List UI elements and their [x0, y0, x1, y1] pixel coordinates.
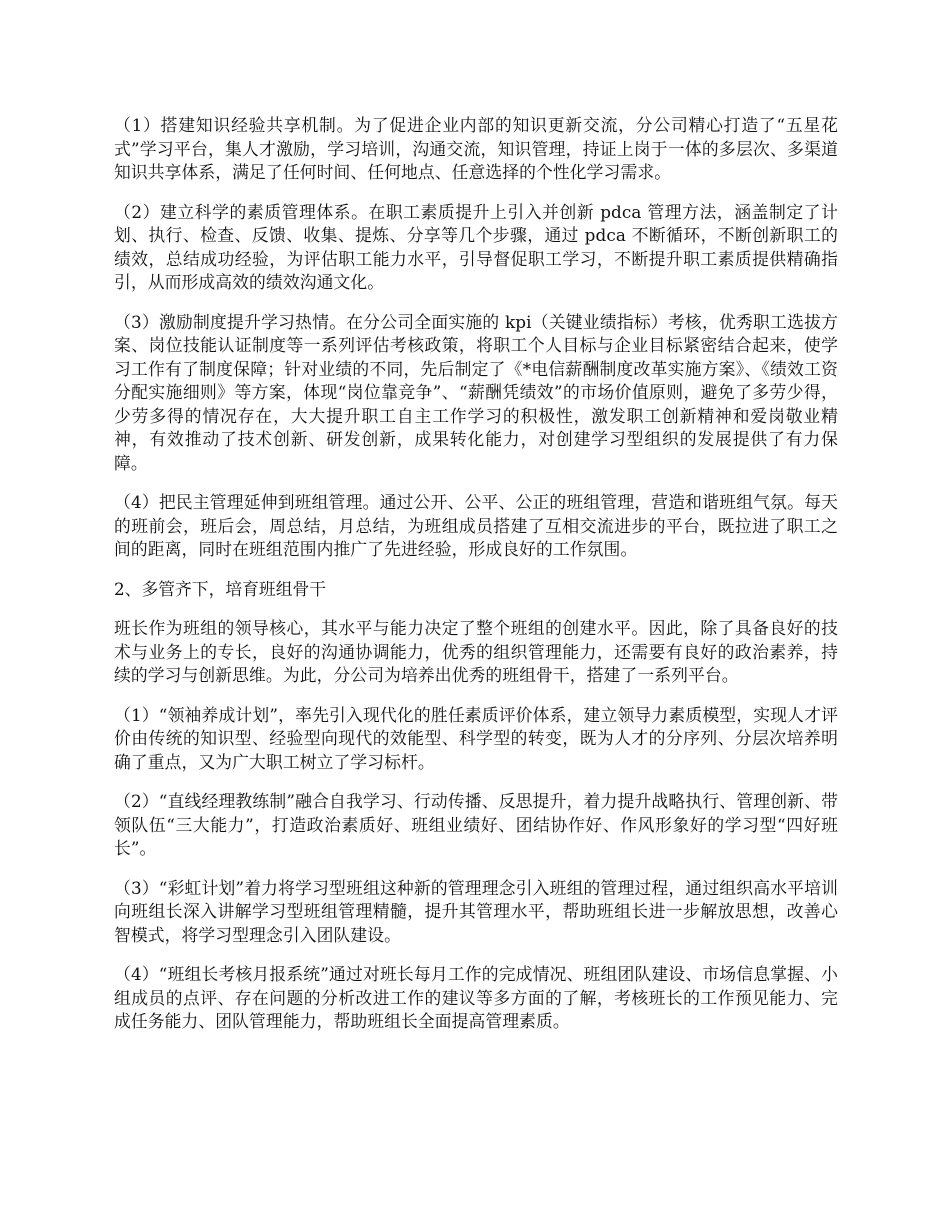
paragraph-rainbow-plan: （3）“彩虹计划”着力将学习型班组这种新的管理理念引入班组的管理过程，通过组织高水平培训向班组长深入讲解学习型班组管理精髓，提升其管理水平，帮助班组长进一步解放思想，改善心智模式，将学习型理念引入团队建设。	[114, 877, 838, 945]
document-page	[114, 114, 838, 1050]
paragraph-knowledge-sharing: （1）搭建知识经验共享机制。为了促进企业内部的知识更新交流，分公司精心打造了“五星花式”学习平台，集人才激励，学习培训，沟通交流，知识管理，持证上岗于一体的多层次、多渠道知识共享体系，满足了任何时间、任何地点、任意选择的个性化学习需求。	[114, 115, 838, 182]
paragraph-leader-plan: （1）“领袖养成计划”，率先引入现代化的胜任素质评价体系，建立领导力素质模型，实现人才评价由传统的知识型、经验型向现代的效能型、科学型的转变，既为人才的分序列、分层次培养明确了重点，又为广大职工树立了学习标杆。	[114, 704, 838, 772]
section-heading: 2、多管齐下，培育班组骨干	[114, 578, 327, 599]
paragraph-coach-system: （2）“直线经理教练制”融合自我学习、行动传播、反思提升，着力提升战略执行、管理创新、带领队伍“三大能力”，打造政治素质好、班组业绩好、团结协作好、作风形象好的学习型“四好班长”。	[114, 791, 838, 858]
paragraph-democratic-management: （4）把民主管理延伸到班组管理。通过公开、公平、公正的班组管理，营造和谐班组气氛。每天的班前会，班后会，周总结，月总结，为班组成员搭建了互相交流进步的平台，既拉进了职工之间的距离，同时在班组范围内推广了先进经验，形成良好的工作氛围。	[114, 492, 838, 559]
paragraph-incentive-system: （3）激励制度提升学习热情。在分公司全面实施的 kpi（关键业绩指标）考核，优秀职工选拔方案、岗位技能认证制度等一系列评估考核政策，将职工个人目标与企业目标紧密结合起来，使学习工作有了制度保障；针对业绩的不同，先后制定了《*电信薪酬制度改革实施方案》、《绩效工资分配实施细则》等方案，体现“岗位靠竞争”、“薪酬凭绩效”的市场价值原则，避免了多劳少得，少劳多得的情况存在，大大提升职工自主工作学习的积极性，激发职工创新精神和爱岗敬业精神，有效推动了技术创新、研发创新，成果转化能力，对创建学习型组织的发展提供了有力保障。	[114, 311, 838, 473]
paragraph-quality-management: （2）建立科学的素质管理体系。在职工素质提升上引入并创新 pdca 管理方法，涵盖制定了计划、执行、检查、反馈、收集、提炼、分享等几个步骤，通过 pdca 不断循环，不断创新职工的绩效，总结成功经验，为评估职工能力水平，引导督促职工学习，不断提升职工素质提供精确指引，从而形成高效的绩效沟通文化。	[114, 201, 838, 292]
paragraph-monthly-report: （4）“班组长考核月报系统”通过对班长每月工作的完成情况、班组团队建设、市场信息掌握、小组成员的点评、存在问题的分析改进工作的建议等多方面的了解，考核班长的工作预见能力、完成任务能力、团队管理能力，帮助班组长全面提高管理素质。	[114, 964, 838, 1031]
paragraph-team-leader-intro: 班长作为班组的领导核心，其水平与能力决定了整个班组的创建水平。因此，除了具备良好的技术与业务上的专长，良好的沟通协调能力，优秀的组织管理能力，还需要有良好的政治素养，持续的学习与创新思维。为此，分公司为培养出优秀的班组骨干，搭建了一系列平台。	[114, 618, 838, 685]
